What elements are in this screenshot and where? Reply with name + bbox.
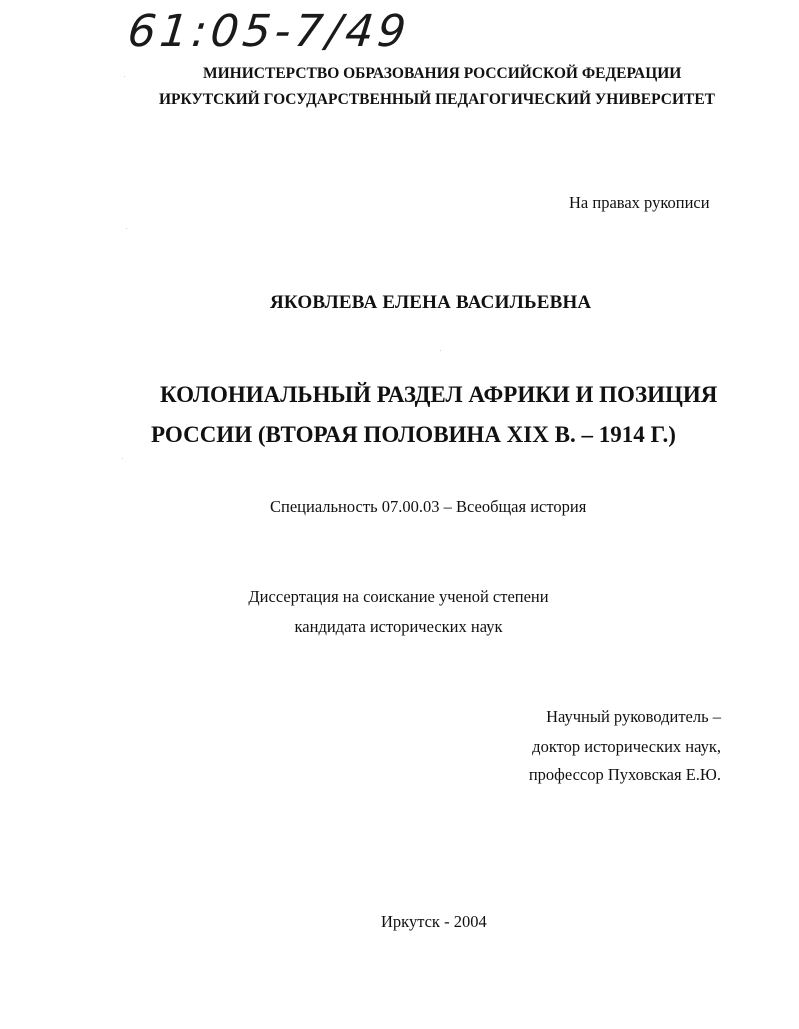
- scan-speck: [126, 228, 127, 229]
- supervisor-label: Научный руководитель –: [546, 707, 721, 726]
- rights-note: На правах рукописи: [569, 193, 710, 212]
- handwritten-catalog-code: 61:05-7/49: [125, 6, 413, 57]
- dissertation-title-line-1: КОЛОНИАЛЬНЫЙ РАЗДЕЛ АФРИКИ И ПОЗИЦИЯ: [160, 382, 718, 407]
- scan-speck: [124, 76, 125, 77]
- degree-line-2: кандидата исторических наук: [294, 617, 503, 636]
- supervisor-name: профессор Пуховская Е.Ю.: [528, 765, 721, 784]
- scan-speck: [440, 350, 441, 351]
- degree-line-1: Диссертация на соискание ученой степени: [248, 587, 549, 606]
- dissertation-title-line-2: РОССИИ (ВТОРАЯ ПОЛОВИНА XIX В. – 1914 Г.): [151, 422, 676, 447]
- supervisor-degree: доктор исторических наук,: [532, 737, 721, 756]
- ministry-heading: МИНИСТЕРСТВО ОБРАЗОВАНИЯ РОССИЙСКОЙ ФЕДЕРАЦИИ: [203, 65, 682, 82]
- city-year: Иркутск - 2004: [381, 912, 487, 931]
- university-heading: ИРКУТСКИЙ ГОСУДАРСТВЕННЫЙ ПЕДАГОГИЧЕСКИЙ УНИВЕРСИТЕТ: [159, 91, 716, 108]
- author-name: ЯКОВЛЕВА ЕЛЕНА ВАСИЛЬЕВНА: [270, 292, 592, 313]
- specialty-line: Специальность 07.00.03 – Всеобщая история: [270, 497, 587, 516]
- scan-speck: [122, 458, 123, 459]
